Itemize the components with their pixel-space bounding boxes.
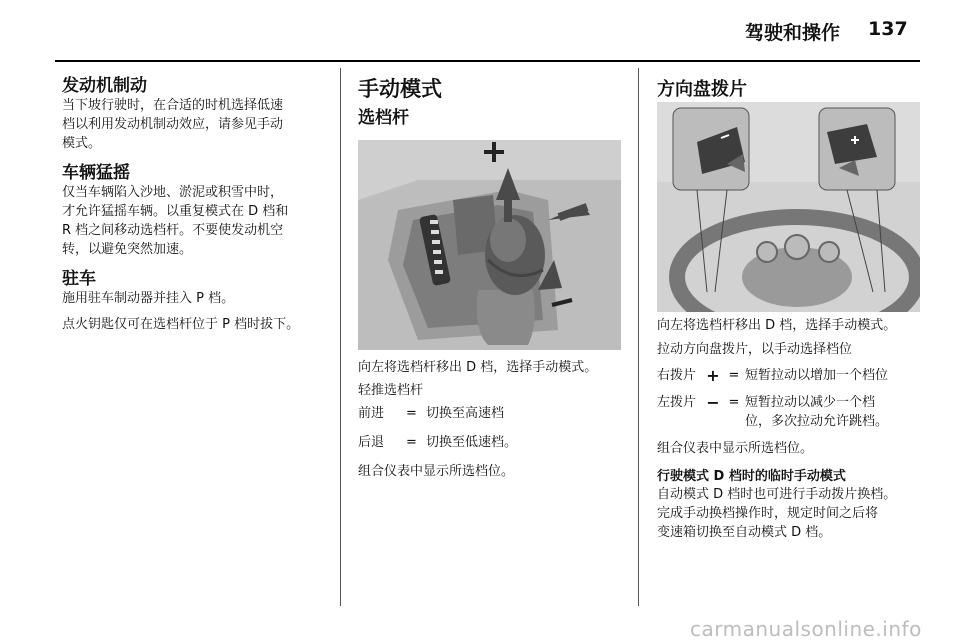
steering-paddle-drawing xyxy=(657,102,920,312)
paddle-row-right xyxy=(657,366,929,385)
paragraph-line: 拉动方向盘拨片，以手动选择档位 xyxy=(657,342,853,357)
row-equals: = xyxy=(728,368,740,383)
paragraph-line: 向左将选档杆移出 D 档，选择手动模式。 xyxy=(657,318,897,333)
row-value: 切换至高速档 xyxy=(426,406,505,421)
minus-icon: − xyxy=(706,393,720,412)
page-header xyxy=(0,0,960,50)
header-rule xyxy=(55,60,920,62)
paragraph-line: 向左将选档杆移出 D 档，选择手动模式。 xyxy=(358,360,598,375)
paddle-row-left xyxy=(657,393,929,431)
section-title-paddles: 方向盘拨片 xyxy=(657,79,747,100)
subsection-title-selector-lever: 选档杆 xyxy=(358,108,409,128)
paragraph-line: R 档之间移动选档杆。不要使发动机空 xyxy=(62,223,284,238)
steering-paddle-illustration xyxy=(657,102,920,312)
page-number: 137 xyxy=(868,18,908,40)
chapter-title: 驾驶和操作 xyxy=(745,22,841,44)
row-value xyxy=(745,393,888,431)
row-equals: = xyxy=(406,406,417,421)
section-title-parking: 驻车 xyxy=(62,269,96,289)
paragraph-line: 档以利用发动机制动效应，请参见手动 xyxy=(62,117,284,132)
section-title-rocking: 车辆猛摇 xyxy=(62,163,130,183)
gear-selector-illustration xyxy=(358,140,621,350)
section-title-engine-braking: 发动机制动 xyxy=(62,76,147,96)
column-3-text xyxy=(657,316,929,542)
shift-row-forward xyxy=(358,404,630,423)
row-value: 切换至低速档。 xyxy=(426,435,518,450)
plus-icon: + xyxy=(706,366,720,385)
row-equals: = xyxy=(728,395,740,410)
column-2-text xyxy=(358,358,630,481)
paragraph-line: 完成手动换档操作时，规定时间之后将 xyxy=(657,506,879,521)
column-divider-2 xyxy=(638,68,639,606)
paragraph-line: 转，以避免突然加速。 xyxy=(62,242,193,257)
section-title-manual-mode: 手动模式 xyxy=(358,77,442,101)
paragraph-line: 自动模式 D 档时也可进行手动拨片换档。 xyxy=(657,487,897,502)
row-key: 前进 xyxy=(358,406,385,421)
column-2 xyxy=(358,76,630,128)
row-key: 右拨片 xyxy=(657,368,697,383)
column-1 xyxy=(62,76,334,334)
row-value-line: 位，多次拉动允许跳档。 xyxy=(745,414,889,429)
row-key: 后退 xyxy=(358,435,385,450)
paragraph-line: 施用驻车制动器并挂入 P 档。 xyxy=(62,291,235,306)
paragraph-line: 模式。 xyxy=(62,136,102,151)
subsection-title-temporary-manual: 行驶模式 D 档时的临时手动模式 xyxy=(657,469,846,484)
row-key: 左拨片 xyxy=(657,395,697,410)
paragraph-line: 组合仪表中显示所选档位。 xyxy=(358,464,515,479)
paragraph-line: 轻推选档杆 xyxy=(358,383,424,398)
paragraph-line: 点火钥匙仅可在选档杆位于 P 档时拔下。 xyxy=(62,317,300,332)
paragraph-line: 才允许猛摇车辆。以重复模式在 D 档和 xyxy=(62,204,289,219)
row-equals: = xyxy=(406,435,417,450)
gear-selector-drawing xyxy=(358,140,621,350)
watermark: carmanualsonline.info xyxy=(690,617,922,641)
row-value: 短暂拉动以增加一个档位 xyxy=(745,368,889,383)
shift-row-back xyxy=(358,433,630,452)
row-value-line: 短暂拉动以减少一个档 xyxy=(745,395,876,410)
paragraph-line: 当下坡行驶时，在合适的时机选择低速 xyxy=(62,98,284,113)
column-divider-1 xyxy=(340,68,341,606)
column-3-title xyxy=(657,80,929,100)
paragraph-line: 仅当车辆陷入沙地、淤泥或积雪中时， xyxy=(62,185,284,200)
paragraph-line: 组合仪表中显示所选档位。 xyxy=(657,441,814,456)
paragraph-line: 变速箱切换至自动模式 D 档。 xyxy=(657,525,832,540)
